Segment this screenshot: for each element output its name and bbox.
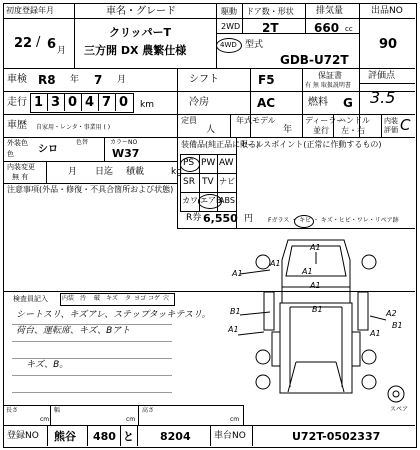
reg-class: 480 [93, 430, 116, 443]
first-reg-month-suffix: 月 [57, 46, 67, 56]
legend-item: 内装 [62, 295, 75, 302]
mileage-digit: 3 [51, 95, 61, 110]
reg-label: 登録NO [7, 431, 39, 441]
capacity-unit: 人 [206, 125, 216, 135]
width-label: 幅 [54, 407, 61, 414]
change-date: 月 日迄 [68, 167, 114, 177]
equip-sr: SR [183, 177, 195, 187]
length-unit: cm [40, 416, 50, 423]
equip-tv: TV [202, 177, 214, 187]
notes-label: 注意事項(外品・修復・不具合箇所および状態) [7, 185, 174, 194]
equipment-title: 装備品(純正品に限る) [181, 140, 260, 149]
glass-note-circle [294, 215, 314, 228]
change-label: 内装変更 [7, 163, 35, 171]
damage-mark: B1 [230, 307, 241, 316]
inspector-line-2: 荷台、運転席、キズ、Bアト [16, 326, 131, 336]
inspection-label: 車検 [7, 74, 27, 85]
chassis-number: U72T-0502337 [292, 430, 381, 443]
inspection-month: 7 [94, 73, 103, 87]
handle-value: 左・右 [341, 126, 365, 135]
mileage-digit: 1 [34, 95, 44, 110]
history-options: 自家用・レンタ・事業用 ( ) [36, 124, 111, 131]
legend-item: タ [125, 295, 132, 302]
mileage-digits [30, 93, 134, 112]
r-label: R券 [186, 213, 202, 223]
damage-mark: A2 [386, 309, 397, 318]
reg-place: 熊谷 [54, 430, 76, 443]
dealer-value: 並行 [313, 126, 329, 135]
interior-label: 内装 評価 [384, 117, 398, 134]
mileage-label: 走行 [7, 97, 27, 108]
color-no-value: W37 [112, 147, 140, 160]
doors-shape: 2T [262, 21, 279, 35]
interior-score: C [400, 116, 411, 134]
year-model-unit: 年 [283, 125, 293, 135]
dealer-label: ディーラー [305, 116, 345, 125]
legend-item: 破 [94, 295, 101, 302]
equip-airbag: エアB [200, 196, 222, 205]
car-name: クリッパーT [109, 26, 172, 39]
first-reg-label: 初度登録年月 [6, 6, 54, 15]
score-value: 3.5 [370, 88, 396, 107]
chassis-label: 車台NO [214, 431, 246, 441]
model-code: GDB-U72T [280, 53, 349, 67]
ac-value: AC [257, 96, 276, 110]
inspection-year-unit: 年 [70, 75, 80, 85]
first-reg-sep: / [36, 35, 41, 50]
first-reg-month: 6 [47, 37, 57, 52]
length-label: 長さ [6, 407, 19, 414]
inspector-line-1: シートスリ、キズアレ、ステップタッキテスリ。 [16, 310, 211, 320]
drive-2wd: 2WD [221, 22, 241, 31]
damage-mark: A1 [302, 267, 313, 276]
shift-value: F5 [258, 73, 275, 87]
history-label: 車歴 [7, 120, 27, 131]
inspector-line-3: キズ、B。 [26, 360, 69, 370]
r-value: 6,550 [203, 212, 238, 225]
inspection-era: R8 [38, 73, 56, 87]
damage-mark: A1 [310, 243, 321, 252]
displacement-value: 660 [314, 21, 340, 35]
fuel-value: G [343, 96, 353, 110]
legend-item: ヨゴ [134, 295, 147, 302]
capacity-label: 定員 [181, 116, 197, 125]
ac-label: 冷房 [189, 97, 209, 108]
change-sub: 無 有 [12, 173, 29, 181]
r-unit: 円 [244, 214, 254, 224]
displacement-label: 排気量 [316, 6, 344, 16]
displacement-unit: cc [345, 25, 353, 33]
warranty-label: 保証書 [318, 71, 342, 80]
mileage-digit: 0 [119, 95, 129, 110]
doors-label: ドア数・形状 [246, 7, 294, 16]
legend-item: キズ [106, 295, 118, 302]
tone-label: 色替 [76, 139, 89, 146]
mileage-digit: 4 [85, 95, 95, 110]
equip-aw: AW [219, 158, 234, 168]
damage-mark: A1 [370, 329, 381, 338]
damage-mark: B1 [312, 305, 323, 314]
equip-pw: PW [201, 158, 216, 168]
damage-mark: B1 [392, 321, 403, 330]
reg-kana: と [123, 430, 134, 443]
damage-mark: A1 [270, 259, 281, 268]
damage-mark: A1 [310, 281, 321, 290]
color-value: シロ [38, 144, 58, 155]
model-label: 型式 [245, 40, 264, 50]
legend-item: 穴 [163, 295, 170, 302]
color-no-label: カラーNO [110, 139, 138, 146]
width-unit: cm [126, 416, 136, 423]
name-grade-label: 車名・グレード [106, 6, 176, 17]
mileage-digit: 7 [102, 95, 112, 110]
equip-abs: ABS [219, 196, 235, 205]
color-label: 外装色 [7, 139, 28, 147]
lot-label: 出品NO [371, 6, 403, 16]
damage-mark: A1 [232, 269, 243, 278]
equip-leather: カワ [182, 196, 198, 205]
mileage-unit: km [140, 100, 154, 110]
height-unit: cm [230, 416, 240, 423]
change-extra: 積載 kg [126, 167, 182, 177]
height-label: 高さ [142, 407, 155, 414]
year-model-label: 年式モデル [236, 116, 276, 125]
handle-label: ハンドル [338, 116, 370, 125]
spare-label: スペア [390, 406, 409, 413]
score-label: 評価点 [368, 71, 396, 81]
first-reg-year: 22 [14, 36, 33, 51]
color-sub: 色 [7, 150, 14, 158]
equip-ps-circle [180, 157, 200, 172]
equip-navi: ナビ [219, 177, 235, 186]
glass-note: Fガラス ・ キビ ・ キズ・ヒビ・ワレ・リペア跡 [268, 217, 399, 224]
shift-label: シフト [189, 74, 219, 85]
inspector-label: 検査員記入 [13, 295, 48, 303]
equip-ps: PS [183, 158, 195, 168]
mileage-digit: 0 [68, 95, 78, 110]
legend-item: 汚 [80, 295, 87, 302]
warranty-sub: 有 無 取扱説明書 [305, 82, 351, 89]
car-grade: 三方開 DX 農繁仕様 [84, 44, 187, 57]
reg-number: 8204 [160, 430, 191, 443]
damage-mark: A1 [228, 325, 239, 334]
sales-point-label: セールスポイント(正常に作動するもの) [240, 140, 382, 149]
inspection-month-unit: 月 [117, 75, 127, 85]
drive-circle [216, 38, 242, 53]
drive-4wd: 4WD [220, 41, 237, 49]
lot-number: 90 [379, 37, 398, 52]
drive-label: 駆動 [221, 7, 237, 16]
legend-item: コゲ [148, 295, 161, 302]
fuel-label: 燃料 [308, 97, 328, 108]
